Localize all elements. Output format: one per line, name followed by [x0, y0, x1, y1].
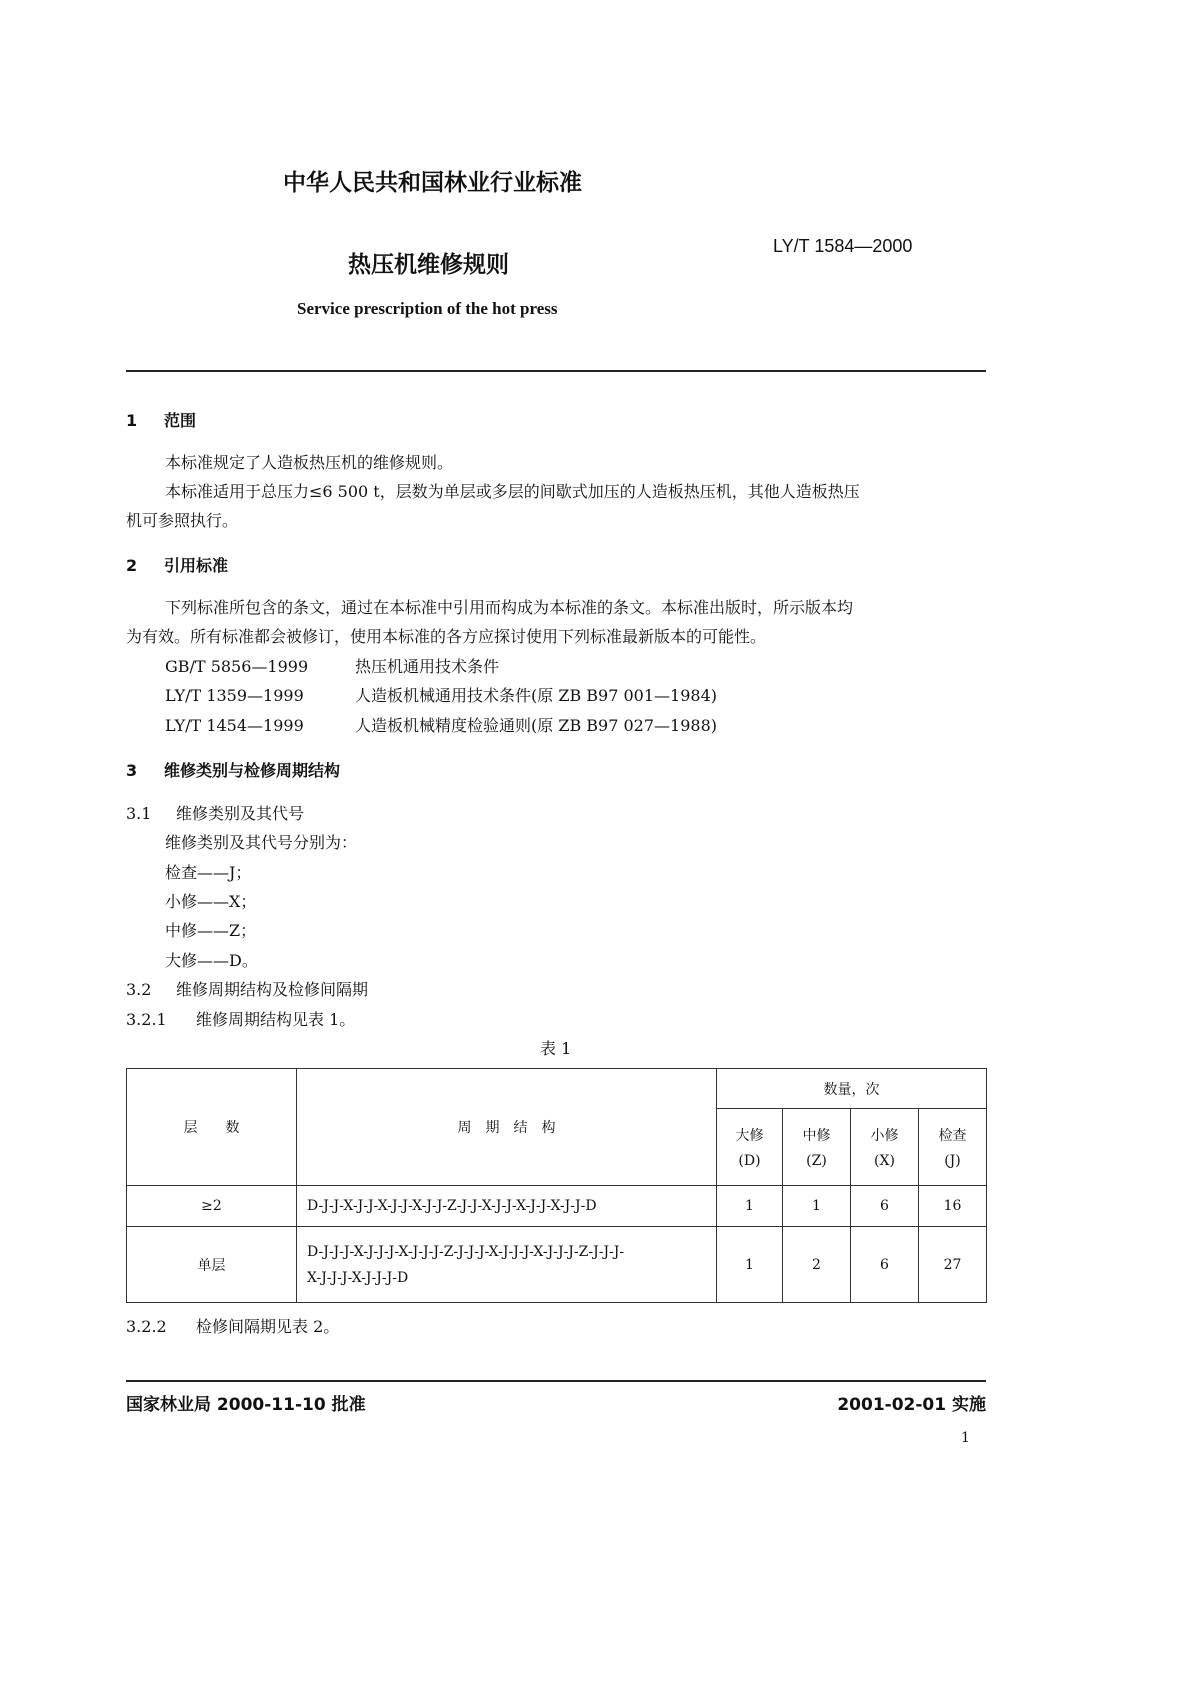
list-item: 中修——Z； — [165, 921, 257, 940]
section-title: 维修周期结构见表 1。 — [196, 1010, 356, 1029]
list-item: 小修——X； — [165, 892, 257, 911]
paragraph: 为有效。所有标准都会被修订，使用本标准的各方应探讨使用下列标准最新版本的可能性。 — [126, 627, 767, 646]
col-name: 中修 — [802, 1128, 831, 1144]
header-cycle: 周 期 结 构 — [297, 1069, 717, 1186]
col-code: (J) — [944, 1153, 961, 1169]
col-code: (D) — [738, 1153, 761, 1169]
reference-code: GB/T 5856—1999 — [165, 657, 309, 676]
header-count: 数量，次 — [717, 1069, 987, 1109]
reference-item — [165, 656, 499, 678]
subsection-3-2 — [126, 979, 368, 1001]
section-number: 3.1 — [126, 804, 152, 823]
paragraph: 本标准规定了人造板热压机的维修规则。 — [165, 453, 454, 472]
cell-z: 1 — [783, 1186, 851, 1227]
col-name: 检查 — [938, 1128, 967, 1144]
subsection-3-1 — [126, 803, 304, 825]
page-number: 1 — [961, 1430, 970, 1446]
reference-code: LY/T 1359—1999 — [165, 686, 304, 705]
table-caption: 表 1 — [540, 1039, 572, 1058]
header-rule — [126, 370, 986, 372]
list-item: 大修——D。 — [165, 951, 258, 970]
section-number: 3.2.1 — [126, 1010, 167, 1029]
section-number: 1 — [126, 411, 138, 430]
paragraph: 机可参照执行。 — [126, 511, 239, 530]
standard-code: LY/T 1584—2000 — [773, 236, 913, 256]
section-2-heading — [126, 555, 228, 577]
reference-item — [165, 715, 717, 737]
english-title: Service prescription of the hot press — [297, 299, 558, 318]
section-number: 3.2 — [126, 980, 152, 999]
section-title: 检修间隔期见表 2。 — [196, 1317, 340, 1336]
cell-z: 2 — [783, 1227, 851, 1303]
cycle-line: X-J-J-J-X-J-J-J-D — [307, 1269, 409, 1286]
cell-d: 1 — [717, 1227, 783, 1303]
cell-layers: 单层 — [127, 1227, 297, 1303]
reference-name: 人造板机械精度检验通则(原 ZB B97 027—1988) — [355, 716, 717, 735]
reference-name: 人造板机械通用技术条件(原 ZB B97 001—1984) — [355, 686, 717, 705]
section-number: 2 — [126, 556, 138, 575]
cycle-line: D-J-J-X-J-J-X-J-J-X-J-J-Z-J-J-X-J-J-X-J-J-X-J-J-D — [307, 1198, 597, 1214]
reference-name: 热压机通用技术条件 — [355, 657, 500, 676]
section-title: 维修类别与检修周期结构 — [164, 761, 341, 780]
cell-j: 16 — [919, 1186, 987, 1227]
header-inspect — [919, 1109, 987, 1186]
cycle-line: D-J-J-J-X-J-J-J-X-J-J-J-Z-J-J-J-X-J-J-J-X-J-J-J-Z-J-J-J- — [307, 1243, 625, 1260]
section-number: 3 — [126, 761, 138, 780]
subsection-3-2-2 — [126, 1316, 339, 1338]
subsection-3-2-1 — [126, 1009, 355, 1031]
header-major — [717, 1109, 783, 1186]
standard-category: 中华人民共和国林业行业标准 — [283, 170, 582, 196]
section-title: 范围 — [164, 411, 197, 430]
document-title: 热压机维修规则 — [348, 252, 509, 278]
cell-x: 6 — [851, 1227, 919, 1303]
section-title: 维修周期结构及检修间隔期 — [176, 980, 369, 999]
cell-cycle — [297, 1186, 717, 1227]
approval-date: 国家林业局 2000-11-10 批准 — [126, 1395, 366, 1415]
cell-cycle — [297, 1227, 717, 1303]
section-3-heading — [126, 760, 340, 782]
effective-date: 2001-02-01 实施 — [837, 1395, 986, 1415]
col-code: (Z) — [806, 1153, 827, 1169]
header-minor — [851, 1109, 919, 1186]
reference-code: LY/T 1454—1999 — [165, 716, 304, 735]
col-name: 小修 — [870, 1128, 899, 1144]
list-item: 检查——J； — [165, 863, 252, 882]
col-name: 大修 — [735, 1128, 764, 1144]
section-title: 维修类别及其代号 — [176, 804, 305, 823]
section-1-heading — [126, 410, 196, 432]
header-medium — [783, 1109, 851, 1186]
footer-rule — [126, 1380, 986, 1382]
section-title: 引用标准 — [164, 556, 229, 575]
reference-item — [165, 685, 717, 707]
table-row — [127, 1186, 987, 1227]
cell-x: 6 — [851, 1186, 919, 1227]
paragraph: 下列标准所包含的条文，通过在本标准中引用而构成为本标准的条文。本标准出版时，所示版本均 — [165, 598, 854, 617]
cell-j: 27 — [919, 1227, 987, 1303]
paragraph: 本标准适用于总压力≤6 500 t，层数为单层或多层的间歇式加压的人造板热压机，其他人造板热压 — [165, 482, 860, 501]
cell-layers: ≥2 — [127, 1186, 297, 1227]
paragraph: 维修类别及其代号分别为： — [165, 833, 358, 852]
cell-d: 1 — [717, 1186, 783, 1227]
table-row — [127, 1227, 987, 1303]
col-code: (X) — [874, 1153, 895, 1169]
table-1 — [126, 1068, 987, 1303]
header-layers: 层 数 — [127, 1069, 297, 1186]
section-number: 3.2.2 — [126, 1317, 167, 1336]
